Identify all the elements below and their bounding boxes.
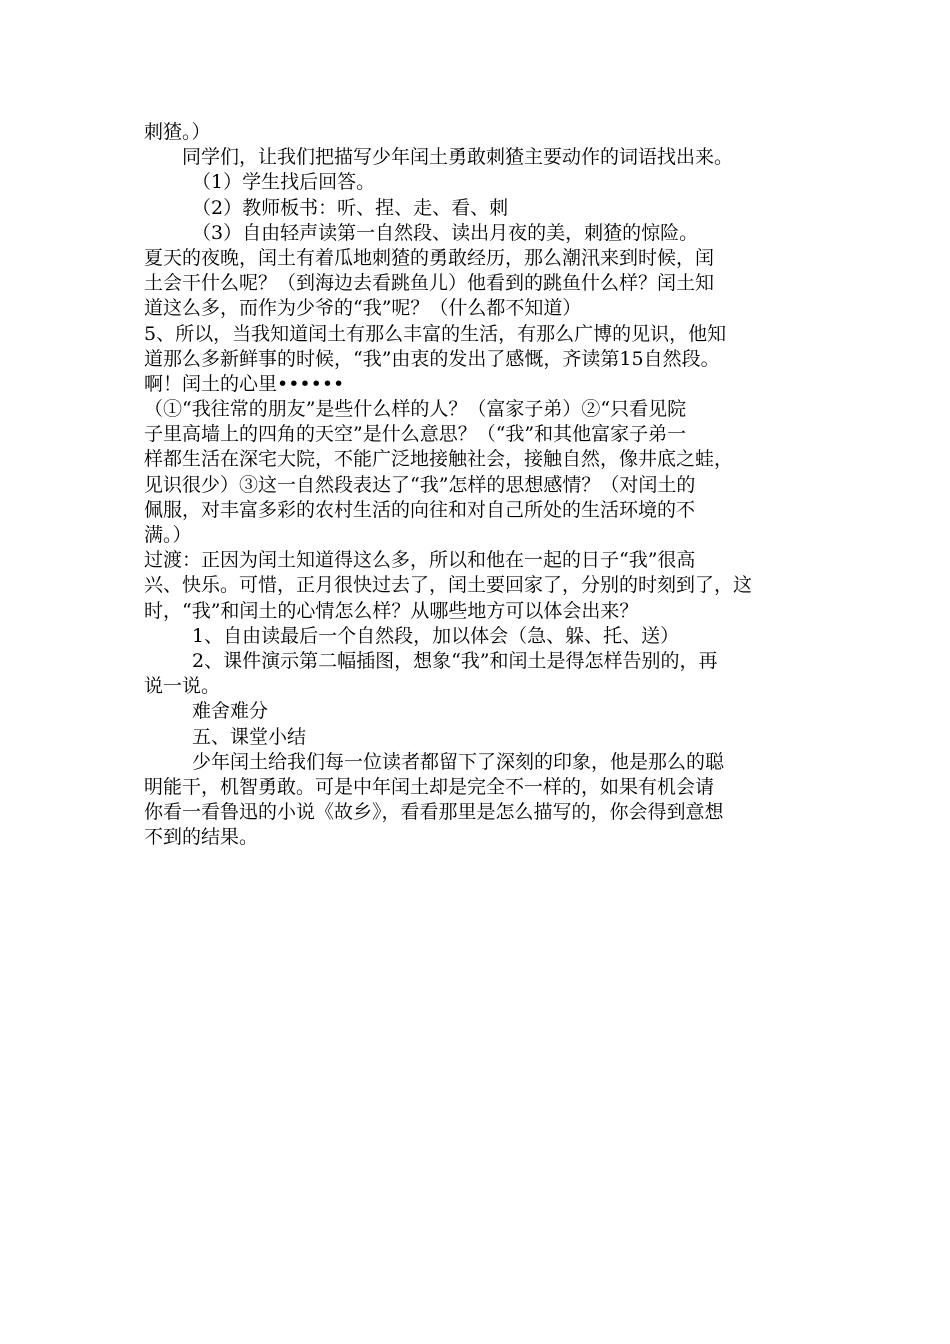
text-line: 难舍难分 xyxy=(192,700,269,723)
text-line: 2、课件演示第二幅插图，想象“我”和闰土是得怎样告别的，再 xyxy=(192,649,718,672)
text-line: 五、课堂小结 xyxy=(192,725,307,748)
text-line: 刺猹。） xyxy=(144,121,211,143)
text-line: 时，“我”和闰土的心情怎么样？从哪些地方可以体会出来？ xyxy=(144,599,639,622)
text-line: （1）学生找后回答。 xyxy=(192,171,376,194)
text-line: 满。） xyxy=(144,524,192,546)
text-line: 你看一看鲁迅的小说《故乡》，看看那里是怎么描写的，你会得到意想 xyxy=(144,801,724,824)
text-line: 少年闰土给我们每一位读者都留下了深刻的印象，他是那么的聪 xyxy=(192,750,725,773)
text-line: 子里高墙上的四角的天空”是什么意思？（“我”和其他富家子弟一 xyxy=(144,423,687,446)
text-line: 兴、快乐。可惜，正月很快过去了，闰土要回家了，分别的时刻到了，这 xyxy=(144,574,753,597)
text-line: 见识很少）③这一自然段表达了“我”怎样的思想感情？（对闰土的 xyxy=(144,473,696,496)
document-body xyxy=(144,120,814,850)
text-line: 明能干，机智勇敢。可是中年闰土却是完全不一样的，如果有机会请 xyxy=(144,775,715,798)
text-line: 道那么多新鲜事的时候，“我”由衷的发出了感慨，齐读第15自然段。 xyxy=(144,347,720,370)
text-line: 说一说。 xyxy=(144,675,221,698)
text-line: 佩服，对丰富多彩的农村生活的向往和对自己所处的生活环境的不 xyxy=(144,498,696,521)
text-line: 样都生活在深宅大院，不能广泛地接触社会，接触自然，像井底之蛙， xyxy=(144,448,734,471)
text-line: 不到的结果。 xyxy=(144,826,259,849)
text-line: 夏天的夜晚，闰土有着瓜地刺猹的勇敢经历，那么潮汛来到时候，闰 xyxy=(144,246,715,269)
text-line: （3）自由轻声读第一自然段、读出月夜的美，刺猹的惊险。 xyxy=(192,221,699,244)
text-line: 5、所以，当我知道闰土有那么丰富的生活，有那么广博的见识，他知 xyxy=(144,322,727,345)
text-line: 同学们，让我们把描写少年闰土勇敢刺猹主要动作的词语找出来。 xyxy=(182,146,734,169)
text-line: 啊！闰土的心里•••••• xyxy=(144,372,345,395)
text-line: （2）教师板书：听、捏、走、看、刺 xyxy=(192,196,509,219)
text-line: 土会干什么呢？（到海边去看跳鱼儿）他看到的跳鱼什么样？闰土知 xyxy=(144,272,715,295)
text-line: 道这么多，而作为少爷的“我”呢？（什么都不知道） xyxy=(144,297,582,320)
text-line: 过渡：正因为闰土知道得这么多，所以和他在一起的日子“我”很高 xyxy=(144,549,696,572)
text-line: 1、自由读最后一个自然段，加以体会（急、躲、托、送） xyxy=(192,624,680,647)
text-line: （①“我往常的朋友”是些什么样的人？（富家子弟）②“只看见院 xyxy=(144,398,687,421)
